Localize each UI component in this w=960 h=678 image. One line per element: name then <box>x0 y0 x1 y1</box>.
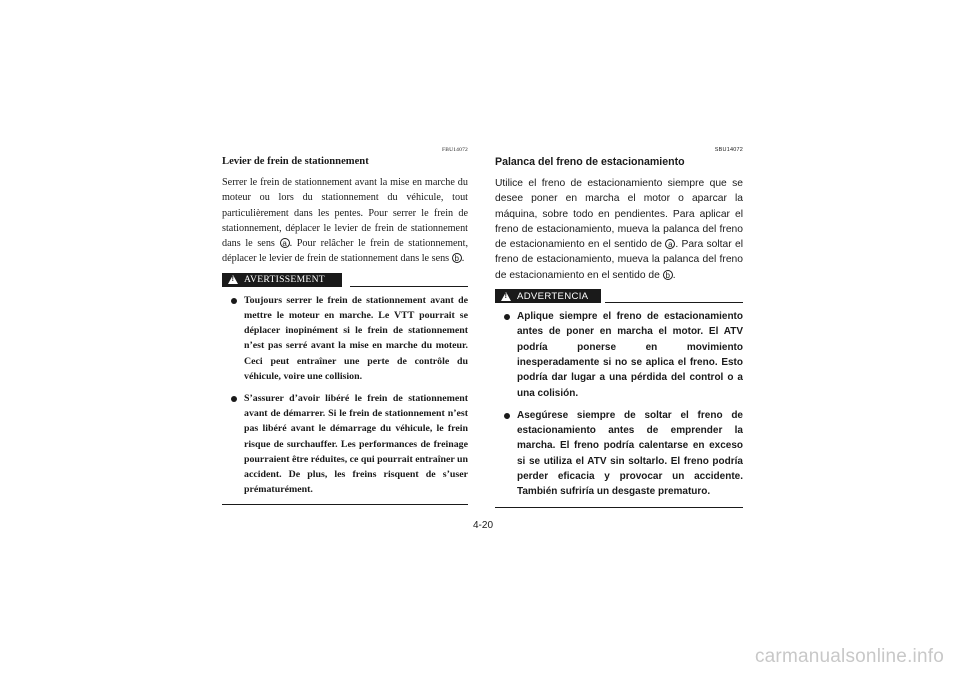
warning-item <box>222 293 468 384</box>
section-body <box>222 175 468 267</box>
warning-label: AVERTISSEMENT <box>244 274 325 286</box>
bullet-icon <box>504 413 510 419</box>
bullet-icon <box>504 314 510 320</box>
section-code: FBU14072 <box>441 147 468 153</box>
warning-badge <box>222 273 342 287</box>
warning-text: Asegúrese siempre de soltar el freno de estacionamiento antes de emprender la marcha. El freno podría calentarse en exceso si se utiliza el ATV sin soltarlo. El freno podría perder eficacia y provocar un accidente. También sufriría un desgaste prematuro. <box>517 409 743 498</box>
warning-list <box>495 309 743 500</box>
body-text-part: . <box>672 269 676 281</box>
body-text-part: Utilice el freno de estacionamiento siempre que se desee poner en marcha el motor o aparcar la máquina, sobre todo en pendientes. Para aplicar el freno de estacionamiento, mueva la palanca del freno de estacionamiento en el sentido de <box>495 178 743 251</box>
french-column <box>222 146 468 505</box>
section-heading: Levier de frein de stationnement <box>222 156 369 167</box>
warning-text: S’assurer d’avoir libéré le frein de stationnement avant de démarrer. Si le frein de stationnement n’est pas libéré avant le démarrage du véhicule, le frein risque de surchauffer. Les performances de freinage pourraient être réduites, ce qui pourrait entraîner un accident. De plus, les freins risquent de s’user prématurément. <box>244 393 468 496</box>
warning-header <box>222 273 468 289</box>
circled-a-marker: a <box>665 239 675 249</box>
circled-b-marker: b <box>663 270 673 280</box>
circled-b-marker: b <box>452 253 462 263</box>
warning-list <box>222 293 468 498</box>
watermark: carmanualsonline.info <box>754 646 944 667</box>
section-heading: Palanca del freno de estacionamiento <box>495 156 685 168</box>
warning-label: ADVERTENCIA <box>517 290 589 302</box>
warning-item <box>495 408 743 500</box>
body-text-part: . Pour relâcher le frein de stationnement, déplacer le levier de frein de stationnement dans le sens <box>222 238 468 265</box>
body-text-part: Serrer le frein de stationnement avant la mise en marche du moteur ou lors du stationnement du véhicule, tout particulièrement dans les pentes. Pour serrer le frein de stationnement, déplacer le levier de frein de stationnement dans le sens <box>222 177 468 250</box>
warning-rule <box>350 286 468 287</box>
warning-item <box>495 309 743 401</box>
circled-a-marker: a <box>280 238 290 248</box>
page-number: 4-20 <box>472 520 493 531</box>
section-code: SBU14072 <box>714 147 743 153</box>
warning-item <box>222 391 468 497</box>
warning-end-rule <box>495 507 743 508</box>
warning-text: Toujours serrer le frein de stationnement avant de mettre le moteur en marche. Le VTT pourrait se déplacer inopinément si le frein de stationnement n’est pas serré avant la mise en marche du moteur. Ceci peut entraîner une perte de contrôle du véhicule, voire une collision. <box>244 294 468 382</box>
warning-end-rule <box>222 504 468 505</box>
warning-header <box>495 289 743 305</box>
warning-rule <box>605 302 743 303</box>
warning-triangle-icon: ! <box>228 275 238 284</box>
warning-badge <box>495 289 601 303</box>
body-text-part: . Para soltar el freno de estacionamiento, mueva la palanca del freno de estacionamiento en el sentido de <box>495 239 743 281</box>
bullet-icon <box>231 396 237 402</box>
section-body <box>495 176 743 283</box>
warning-text: Aplique siempre el freno de estacionamiento antes de poner en marcha el motor. El ATV podría ponerse en movimiento inesperadamente si no se aplica el freno. Esto podría dar lugar a una pérdida del control o a una colisión. <box>517 311 743 399</box>
body-text-part: . <box>461 253 465 265</box>
warning-triangle-icon: ! <box>501 292 511 301</box>
bullet-icon <box>231 298 237 304</box>
spanish-column <box>495 146 743 508</box>
